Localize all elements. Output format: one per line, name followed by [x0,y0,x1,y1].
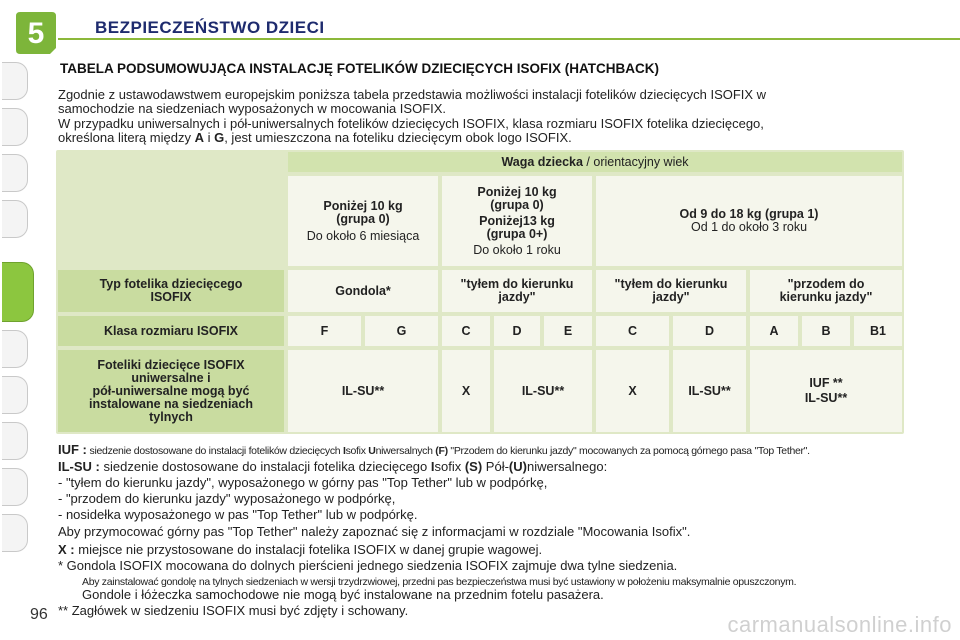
chapter-tab-active[interactable] [2,262,34,322]
seat-forward-value: IUF ** IL-SU** [750,350,902,432]
size-class-cell: F [288,316,361,346]
type-rear-facing-0plus: "tyłem do kierunku jazdy" [442,270,592,312]
chapter-number: 5 [27,17,45,50]
size-class-cell: G [365,316,438,346]
row-label-rear-seats: Foteliki dziecięce ISOFIX uniwersalne i pół-uniwersalne mogą być instalowane na siedzeniach tylnych [58,350,284,432]
size-class-cell: D [673,316,746,346]
footnote-double-star: ** Zagłówek w siedzeniu ISOFIX musi być zdjęty i schowany. [58,603,409,618]
size-class-paragraph [58,117,908,145]
intro-paragraph [58,88,908,116]
size-class-cell: B [802,316,850,346]
legend-bullet: - nosidełka wyposażonego w pas "Top Tether" lub w podpórkę. [58,507,418,522]
chapter-tab[interactable] [2,422,28,460]
type-rear-facing-1: "tyłem do kierunku jazdy" [596,270,746,312]
intro-line: samochodzie na siedzeniach wyposażonych w mocowania ISOFIX. [58,101,447,116]
chapter-badge [16,10,56,54]
legend-x: X : miejsce nie przystosowane do instalacji fotelika ISOFIX w danej grupie wagowej. [58,542,543,557]
chapter-tab[interactable] [2,200,28,238]
footnote-star-detail: Aby zainstalować gondolę na tylnych siedzeniach w wersji trzydrzwiowej, przedni pas bezpieczeństwa musi być ustawiony w położeniu maksymalnie opuszczonym. [82,576,797,588]
row-label-seat-type: Typ fotelika dziecięcego ISOFIX [58,270,284,312]
section-title: TABELA PODSUMOWUJĄCA INSTALACJĘ FOTELIKÓW DZIECIĘCYCH ISOFIX (HATCHBACK) [60,61,659,76]
size-class-cell: B1 [854,316,902,346]
header-divider [58,38,960,40]
chapter-title: BEZPIECZEŃSTWO DZIECI [95,18,325,37]
legend-bullet: - "przodem do kierunku jazdy" wyposażonego w podpórkę, [58,491,396,506]
size-class-line: określona literą między A i G, jest umieszczona na foteliku dziecięcym obok logo ISOFIX. [58,130,572,145]
top-tether-note: Aby przymocować górny pas "Top Tether" należy zapoznać się z informacjami w rozdziale "Mocowania Isofix". [58,524,691,539]
legend-iuf: IUF : siedzenie dostosowane do instalacji fotelików dziecięcych Isofix Uniwersalnych (F) "Przodem do kierunku jazdy" mocowanych za pomocą górnego pasa "Top Tether". [58,442,810,457]
footnote-star-detail: Gondole i łóżeczka samochodowe nie mogą być instalowane na przednim fotelu pasażera. [82,587,604,602]
weight-header: Waga dziecka / orientacyjny wiek [288,152,902,172]
chapter-tab[interactable] [2,154,28,192]
chapter-tab[interactable] [2,330,28,368]
row-label-size-class: Klasa rozmiaru ISOFIX [58,316,284,346]
chapter-tab[interactable] [2,376,28,414]
seat-gondola-value: IL-SU** [288,350,438,432]
type-forward-facing-1: "przodem do kierunku jazdy" [750,270,902,312]
size-class-cell: E [544,316,592,346]
intro-line: Zgodnie z ustawodawstwem europejskim poniższa tabela przedstawia możliwości instalacji fotelików dziecięcych ISOFIX w [58,87,767,102]
seat-0plus-c-value: X [442,350,490,432]
legend-ilsu: IL-SU : siedzenie dostosowane do instalacji fotelika dziecięcego Isofix (S) Pół-(U)niwersalnego: [58,459,608,474]
page-number: 96 [30,606,48,623]
watermark: carmanualsonline.info [727,612,952,637]
legend-bullet: - "tyłem do kierunku jazdy", wyposażonego w górny pas "Top Tether" lub w podpórkę, [58,475,548,490]
table-corner [58,152,284,266]
chapter-tab[interactable] [2,468,28,506]
group-0plus-header: Poniżej 10 kg (grupa 0) Poniżej13 kg (grupa 0+) Do około 1 roku [442,176,592,266]
size-class-line: W przypadku uniwersalnych i pół-uniwersalnych fotelików dziecięcych ISOFIX, klasa rozmiaru ISOFIX fotelika dziecięcego, [58,116,764,131]
group-1-header: Od 9 do 18 kg (grupa 1) Od 1 do około 3 roku [596,176,902,266]
size-class-cell: C [442,316,490,346]
footnote-star: * Gondola ISOFIX mocowana do dolnych pierścieni jednego siedzenia ISOFIX zajmuje dwa tylne siedzenia. [58,558,678,573]
size-class-cell: D [494,316,540,346]
size-class-cell: A [750,316,798,346]
chapter-tabs [0,62,34,582]
seat-1-c-value: X [596,350,669,432]
chapter-tab[interactable] [2,62,28,100]
seat-0plus-de-value: IL-SU** [494,350,592,432]
size-class-cell: C [596,316,669,346]
chapter-tab[interactable] [2,514,28,552]
chapter-tab[interactable] [2,108,28,146]
type-gondola: Gondola* [288,270,438,312]
seat-1-d-value: IL-SU** [673,350,746,432]
group-0-header: Poniżej 10 kg (grupa 0) Do około 6 miesiąca [288,176,438,266]
